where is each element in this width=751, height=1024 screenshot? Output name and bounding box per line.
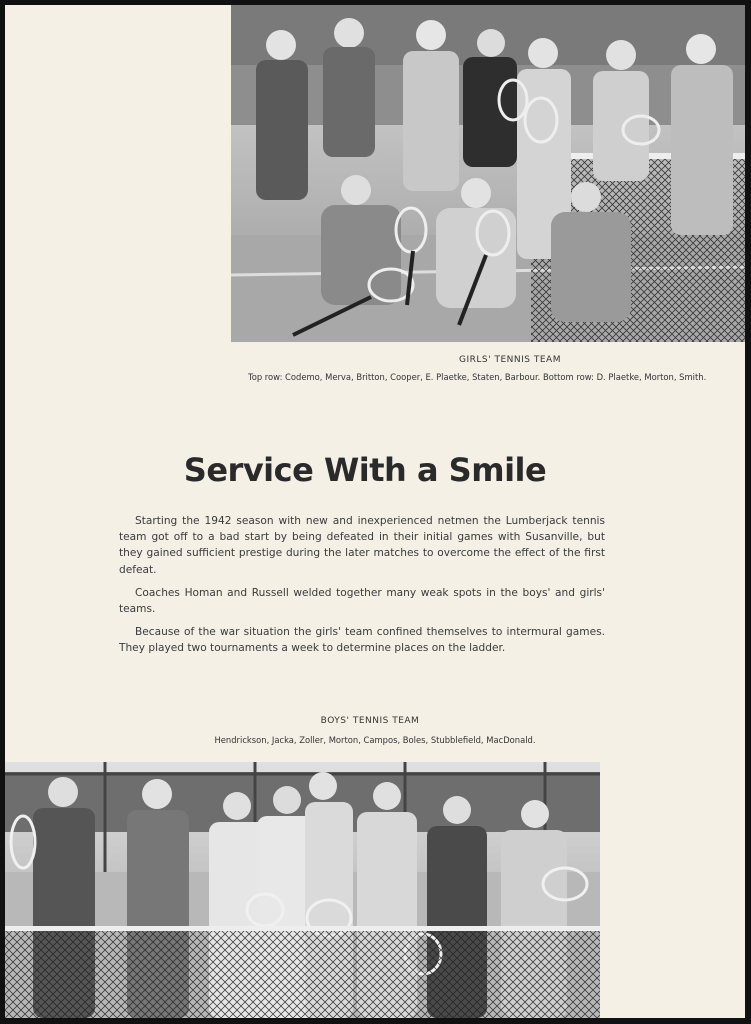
article-paragraph: Because of the war situation the girls' team confined themselves to intermural games. They played two tournaments a week to determine places on the ladder. — [119, 626, 605, 655]
girls-caption-names: Top row: Codemo, Merva, Britton, Cooper, E. Plaetke, Staten, Barbour. Bottom row: D. Plaetke, Morton, Smith. — [248, 372, 707, 382]
boys-tennis-team-photo — [5, 762, 600, 1018]
article-paragraph: Coaches Homan and Russell welded together many weak spots in the boys' and girls' teams. — [119, 586, 605, 616]
boys-photo-illustration — [5, 762, 600, 1018]
girls-tennis-team-photo — [231, 5, 745, 342]
article-body — [119, 513, 605, 664]
yearbook-page — [5, 5, 745, 1018]
boys-caption-names: Hendrickson, Jacka, Zoller, Morton, Campos, Boles, Stubblefield, MacDonald. — [214, 735, 536, 745]
boys-caption-title: BOYS' TENNIS TEAM — [320, 716, 420, 726]
girls-photo-illustration — [231, 5, 745, 342]
girls-caption-title: GIRLS' TENNIS TEAM — [459, 355, 561, 365]
article-headline: Service With a Smile — [183, 451, 547, 489]
article-paragraph: Starting the 1942 season with new and inexperienced netmen the Lumberjack tennis team got off to a bad start by being defeated in their initial games with Susanville, but they gained sufficient prestige during the later matches to overcome the effect of the first defeat. — [119, 515, 605, 576]
